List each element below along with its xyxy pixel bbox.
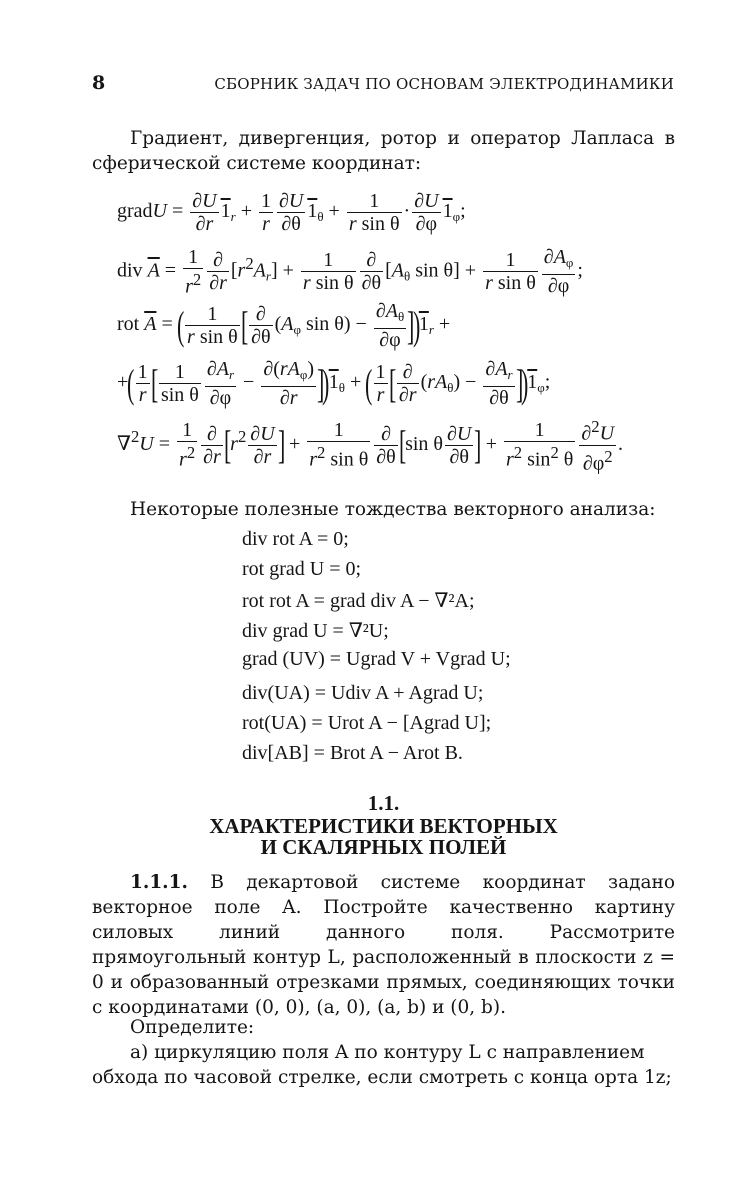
formula-rot-1: rot $\overline{A}$ = ( $\frac{1}{\text{r sin θ}}$ [ $\frac{\partial}{\partial\theta}$ ($A_\varphi$ sin θ) − $\frac{\partial A_\theta}{\partial\varphi}$ ])$1_r$ + [117,300,451,351]
identity-2: rot grad U = 0; [242,558,362,580]
formula-div: div $\overline{A}$ = $\frac{1}{r^2}$ $\frac{\partial}{\partial r}$ $[r^2A_r]$ + $\frac{1}{\text{r sin θ}}$ $\frac{\partial}{\partial\theta}$ [$A_\theta$ sin θ] + $\frac{1}{\text{r sin θ}}$ $\frac{\partial A_\varphi}{\partial\varphi}$ ; [117,246,583,298]
identities-heading: Некоторые полезные тождества векторного анализа: [130,499,656,520]
section-number: 1.1. [367,791,400,815]
formula-grad: gradU = $\frac{\partial U}{\partial r}$ $1_r$ + $\frac{1}{r}$ $\frac{\partial U}{\partial\theta}$ $1_\theta$ + $\frac{1}{\text{r sin θ}}$ · $\frac{\partial U}{\partial\varphi}$ $1_\varphi$; [117,190,466,235]
running-title: СБОРНИК ЗАДАЧ ПО ОСНОВАМ ЭЛЕКТРОДИНАМИКИ [214,75,674,93]
identity-3: rot rot A = grad div A − ∇²A; [242,590,475,612]
problem-paragraph [92,870,675,1020]
item-a-line1: а) циркуляцию поля A по контуру L с направлением [130,1042,645,1063]
determine-label: Определите: [130,1017,255,1038]
formula-laplacian: ∇$^2$U = $\frac{1}{r^2}$ $\frac{\partial}{\partial r}$ [$r^2$ $\frac{\partial U}{\partial r}$ ] + $\frac{1}{r^2 \sin \theta}$ $\frac{\partial}{\partial\theta}$ [sin θ $\frac{\partial U}{\partial\theta}$ ] + $\frac{1}{r^2 \sin^2 \theta}$ $\frac{\partial^2U}{\partial\varphi^2}$ . [117,417,624,475]
problem-number: 1.1.1. [130,872,188,893]
formula-rot-2: +( $\frac{1}{r}$ [ $\frac{1}{\text{sin θ}}$ $\frac{\partial A_r}{\partial\varphi}$ − $\frac{\partial(rA_\varphi)}{\partial r}$ ])$1_\theta$ + ( $\frac{1}{r}$ [ $\frac{\partial}{\partial r}$ $(rA_\theta)$ − $\frac{\partial A_r}{\partial\theta}$ ])$1_\varphi$; [117,358,551,409]
page-number: 8 [92,72,106,94]
identity-6: div(UA) = Udiv A + Agrad U; [242,682,484,704]
identity-7: rot(UA) = Urot A − [Agrad U]; [242,712,492,734]
item-a-line2: обхода по часовой стрелке, если смотреть с конца орта 1z; [92,1067,672,1088]
page-header [92,72,674,96]
section-title-line1: ХАРАКТЕРИСТИКИ ВЕКТОРНЫХ [209,814,558,838]
identity-4: div grad U = ∇²U; [242,620,389,642]
problem-text: В декартовой системе координат задано векторное поле A. Постройте качественно картину силовых линий данного поля. Рассмотрите прямоугольный контур L, расположенный в плоскости z = 0 и образованный отрезками прямых, соединяющих точки с координатами (0, 0), (a, 0), (a, b) и (0, b). [92,872,675,1018]
intro-paragraph: Градиент, дивергенция, ротор и оператор Лапласа в сферической системе координат: [92,128,675,174]
identity-1: div rot A = 0; [242,528,349,550]
section-title-line2: И СКАЛЯРНЫХ ПОЛЕЙ [260,835,507,859]
identity-8: div[AB] = Brot A − Arot B. [242,742,463,764]
identity-5: grad (UV) = Ugrad V + Vgrad U; [242,648,511,670]
spherical-formulas [117,190,677,480]
